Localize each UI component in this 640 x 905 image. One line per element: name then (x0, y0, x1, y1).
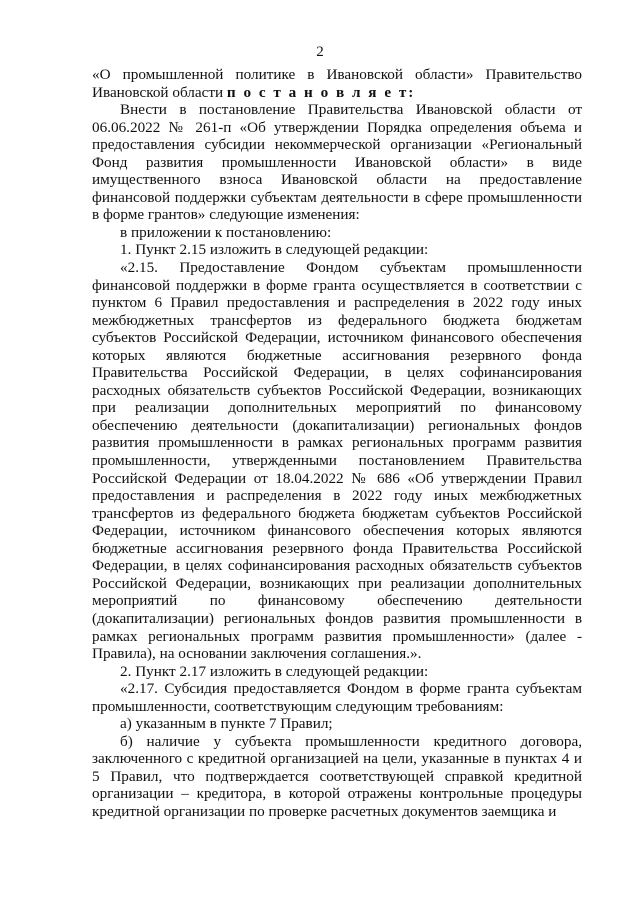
paragraph-sub-b: б) наличие у субъекта промышленности кредитного договора, заключенного с кредитной организацией на цели, указанные в пунктах 4 и 5 Правил, что подтверждается соответствующей справкой кредитной организации – кредитора, в которой отражены контрольные процедуры кредитной организации по проверке расчетных документов заемщика и (92, 732, 582, 820)
page-number: 2 (316, 44, 324, 60)
paragraph-intro-text: «О промышленной политике в Ивановской области» Правительство Ивановской области (92, 66, 582, 101)
paragraph-intro (92, 66, 582, 101)
paragraph-2-15: «2.15. Предоставление Фондом субъектам промышленности финансовой поддержки в форме гранта осуществляется в соответствии с пунктом 6 Правил предоставления и распределения в 2022 году иных межбюджетных трансфертов из федерального бюджета бюджетам субъектов Российской Федерации, источником финансового обеспечения которых являются бюджетные ассигнования резервного фонда Правительства Российской Федерации, в целях софинансирования расходных обязательств субъектов Российской Федерации, возникающих при реализации дополнительных мероприятий по финансовому обеспечению деятельности (докапитализации) региональных фондов развития промышленности в рамках региональных программ развития промышленности, утвержденными постановлением Правительства Российской Федерации от 18.04.2022 № 686 «Об утверждении Правил предоставления и распределения в 2022 году иных межбюджетных трансфертов из федерального бюджета бюджетам субъектов Российской Федерации, источником финансового обеспечения которых являются бюджетные ассигнования резервного фонда Правительства Российской Федерации, в целях софинансирования расходных обязательств субъектов Российской Федерации, возникающих при реализации дополнительных мероприятий по финансовому обеспечению деятельности (докапитализации) региональных фондов развития промышленности в рамках региональных программ развития промышленности» (далее - Правила), на основании заключения соглашения.». (92, 259, 582, 663)
resolves-emphasis: п о с т а н о в л я е т: (226, 83, 416, 101)
paragraph-amend: Внести в постановление Правительства Ивановской области от 06.06.2022 № 261-п «Об утверждении Порядка определения объема и предоставления субсидии некоммерческой организации «Региональный Фонд развития промышленности Ивановской области» в виде имущественного взноса Ивановской области на предоставление финансовой поддержки субъектам деятельности в сфере промышленности в форме грантов» следующие изменения: (92, 101, 582, 224)
paragraph-item-2: 2. Пункт 2.17 изложить в следующей редакции: (120, 662, 429, 680)
document-body (92, 66, 582, 821)
paragraph-item-1: 1. Пункт 2.15 изложить в следующей редакции: (120, 241, 429, 259)
paragraph-appendix: в приложении к постановлению: (120, 223, 332, 241)
paragraph-2-17: «2.17. Субсидия предоставляется Фондом в форме гранта субъектам промышленности, соответствующим следующим требованиям: (92, 680, 582, 715)
paragraph-sub-a: а) указанным в пункте 7 Правил; (120, 715, 333, 733)
